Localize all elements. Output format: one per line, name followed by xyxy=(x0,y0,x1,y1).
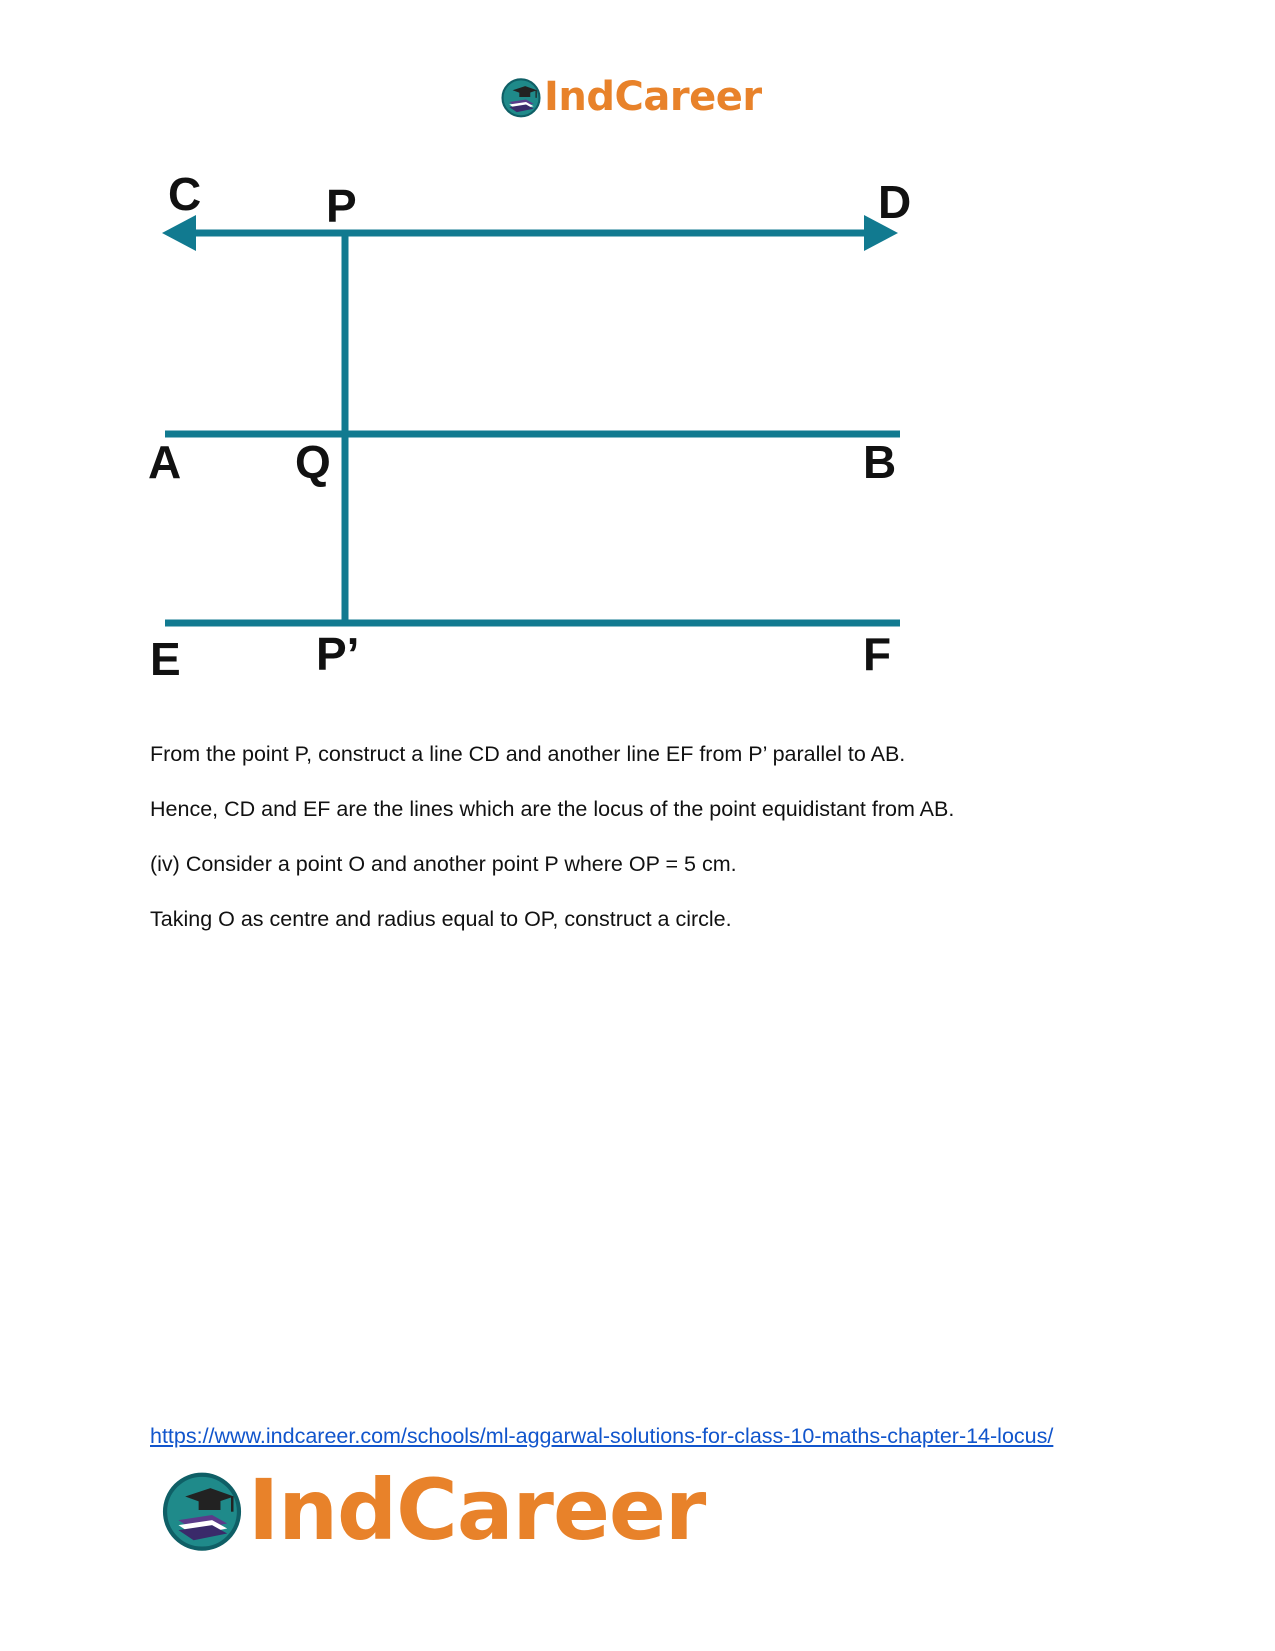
label-q: Q xyxy=(295,436,331,488)
paragraph-circle: Taking O as centre and radius equal to OP, construct a circle. xyxy=(150,907,732,931)
label-d: D xyxy=(878,176,912,228)
label-c: C xyxy=(168,170,202,220)
source-url-link[interactable]: https://www.indcareer.com/schools/ml-aggarwal-solutions-for-class-10-maths-chapter-14-locus/ xyxy=(150,1424,1054,1448)
logo-text: IndCareer xyxy=(544,74,762,120)
paragraph-part-iv: (iv) Consider a point O and another point P where OP = 5 cm. xyxy=(150,852,737,876)
label-p-prime: P’ xyxy=(316,628,360,680)
label-a: A xyxy=(148,436,182,488)
footer-logo xyxy=(160,1461,706,1559)
paragraph-construct: From the point P, construct a line CD and another line EF from P’ parallel to AB. xyxy=(150,742,906,766)
label-b: B xyxy=(863,436,897,488)
indcareer-emblem-icon xyxy=(500,76,542,118)
header-logo xyxy=(500,76,762,118)
logo-text: IndCareer xyxy=(248,1461,706,1559)
label-f: F xyxy=(863,628,892,680)
label-e: E xyxy=(150,633,181,685)
paragraph-locus: Hence, CD and EF are the lines which are the locus of the point equidistant from AB. xyxy=(150,797,955,821)
label-p: P xyxy=(326,180,357,232)
locus-diagram xyxy=(140,170,970,710)
indcareer-emblem-icon xyxy=(160,1468,244,1552)
arrowhead-c xyxy=(162,215,196,251)
